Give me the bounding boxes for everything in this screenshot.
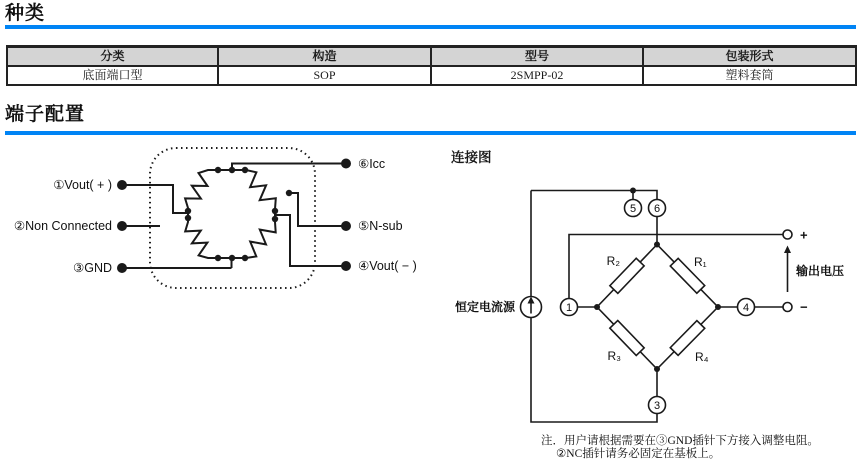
chip-contact-dots (185, 167, 292, 261)
note (541, 435, 819, 461)
col-header-structure: 构造 (218, 47, 431, 67)
terminal-node-6 (649, 200, 666, 217)
svg-text:3: 3 (653, 400, 661, 412)
wire-pin6 (232, 164, 346, 171)
pin-label-icc: ⑥Icc (358, 157, 386, 171)
chip-zigzag-outline (185, 170, 276, 258)
section-rule (5, 25, 856, 29)
cell-model: 2SMPP-02 (431, 66, 643, 85)
terminal-node-4 (738, 299, 755, 316)
output-voltage-label: 输出电压 (796, 264, 845, 278)
svg-text:6: 6 (653, 203, 661, 215)
terminal-node-1 (561, 299, 578, 316)
current-source-label: 恒定电流源 (454, 300, 515, 314)
section-rule-2 (5, 131, 856, 135)
section-title-kinds: 种类 (5, 3, 46, 24)
pin-label-vout-minus: ④Vout( − ) (358, 259, 417, 273)
spec-table-header-row (7, 47, 856, 67)
svg-text:5: 5 (629, 203, 637, 215)
pin-configuration-diagram (0, 140, 440, 300)
svg-text:1: 1 (565, 302, 573, 314)
cell-category: 底面端口型 (7, 66, 218, 85)
current-source-icon (521, 297, 542, 318)
col-header-category: 分类 (7, 47, 218, 67)
table-row (7, 66, 856, 85)
output-terminal-minus (783, 303, 792, 312)
col-header-model: 型号 (431, 47, 643, 67)
terminal-node-5 (625, 200, 642, 217)
cell-structure: SOP (218, 66, 431, 85)
svg-text:4: 4 (742, 302, 750, 314)
wire-pin5 (289, 193, 346, 226)
pin-label-gnd: ③GND (73, 261, 112, 275)
output-voltage-arrow-icon (784, 246, 791, 293)
wire-pin1 (122, 185, 188, 213)
connection-diagram (440, 165, 860, 430)
output-terminal-plus (783, 230, 792, 239)
connection-diagram-title: 连接图 (451, 150, 492, 165)
resistor-label-r1: R₁ (694, 255, 707, 269)
spec-table (6, 45, 857, 86)
plus-sign: + (800, 227, 808, 243)
pin-label-nc: ②Non Connected (13, 219, 112, 233)
wire-pin3 (122, 258, 232, 268)
bridge-resistors (610, 258, 705, 355)
col-header-packaging: 包装形式 (643, 47, 856, 67)
pin-label-vout-plus: ①Vout( + ) (53, 178, 112, 192)
resistor-label-r2: R₂ (606, 254, 620, 268)
resistor-label-r3: R₃ (607, 349, 621, 363)
minus-sign: − (800, 299, 808, 315)
terminal-node-3 (649, 397, 666, 414)
note-line-2: ②NC插针请务必固定在基板上。 (556, 448, 721, 460)
note-line-1: 注．用户请根据需要在③GND插针下方接入调整电阻。 (541, 435, 819, 447)
resistor-label-r4: R₄ (695, 350, 709, 364)
pin-label-nsub: ⑤N-sub (358, 219, 403, 233)
cell-packaging: 塑料套筒 (643, 66, 856, 85)
wire-pin4 (275, 215, 346, 266)
section-title-terminals: 端子配置 (5, 104, 86, 125)
